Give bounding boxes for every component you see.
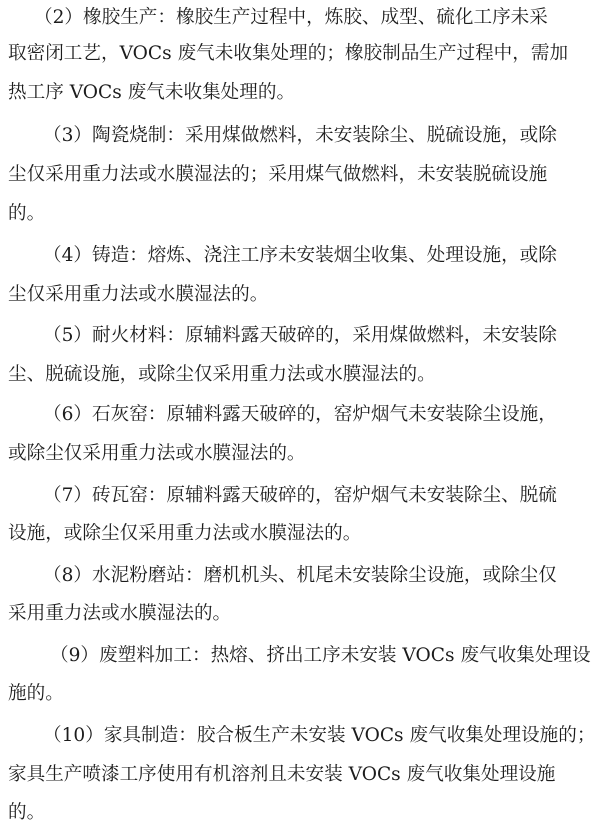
text-line: 取密闭工艺，VOCs 废气未收集处理的；橡胶制品生产过程中，需加: [8, 43, 569, 64]
text-line: 的。: [8, 802, 46, 823]
text-line: 热工序 VOCs 废气未收集处理的。: [8, 82, 296, 103]
text-line: （3）陶瓷烧制：采用煤做燃料，未安装除尘、脱硫设施，或除: [43, 125, 557, 146]
text-line: （8）水泥粉磨站：磨机机头、机尾未安装除尘设施，或除尘仅: [43, 565, 557, 586]
text-line: （2）橡胶生产：橡胶生产过程中，炼胶、成型、硫化工序未采: [34, 7, 548, 28]
text-line: 采用重力法或水膜湿法的。: [8, 603, 232, 624]
text-line: 施的。: [8, 683, 64, 704]
text-line: （7）砖瓦窑：原辅料露天破碎的，窑炉烟气未安装除尘、脱硫: [43, 485, 557, 506]
text-line: 尘、脱硫设施，或除尘仅采用重力法或水膜湿法的。: [8, 364, 436, 385]
text-line: （6）石灰窑：原辅料露天破碎的，窑炉烟气未安装除尘设施，: [43, 404, 557, 425]
text-line: 家具生产喷漆工序使用有机溶剂且未安装 VOCs 废气收集处理设施: [8, 764, 556, 785]
text-line: 尘仅采用重力法或水膜湿法的；采用煤气做燃料，未安装脱硫设施: [8, 164, 548, 185]
text-line: （10）家具制造：胶合板生产未安装 VOCs 废气收集处理设施的；: [43, 725, 596, 746]
text-line: （4）铸造：熔炼、浇注工序未安装烟尘收集、处理设施，或除: [43, 245, 557, 266]
text-line: 或除尘仅采用重力法或水膜湿法的。: [8, 443, 306, 464]
text-line: （9）废塑料加工：热熔、挤出工序未安装 VOCs 废气收集处理设: [50, 645, 591, 666]
text-line: （5）耐火材料：原辅料露天破碎的，采用煤做燃料，未安装除: [43, 325, 557, 346]
text-line: 设施，或除尘仅采用重力法或水膜湿法的。: [8, 523, 362, 544]
text-line: 的。: [8, 203, 46, 224]
text-line: 尘仅采用重力法或水膜湿法的。: [8, 284, 269, 305]
